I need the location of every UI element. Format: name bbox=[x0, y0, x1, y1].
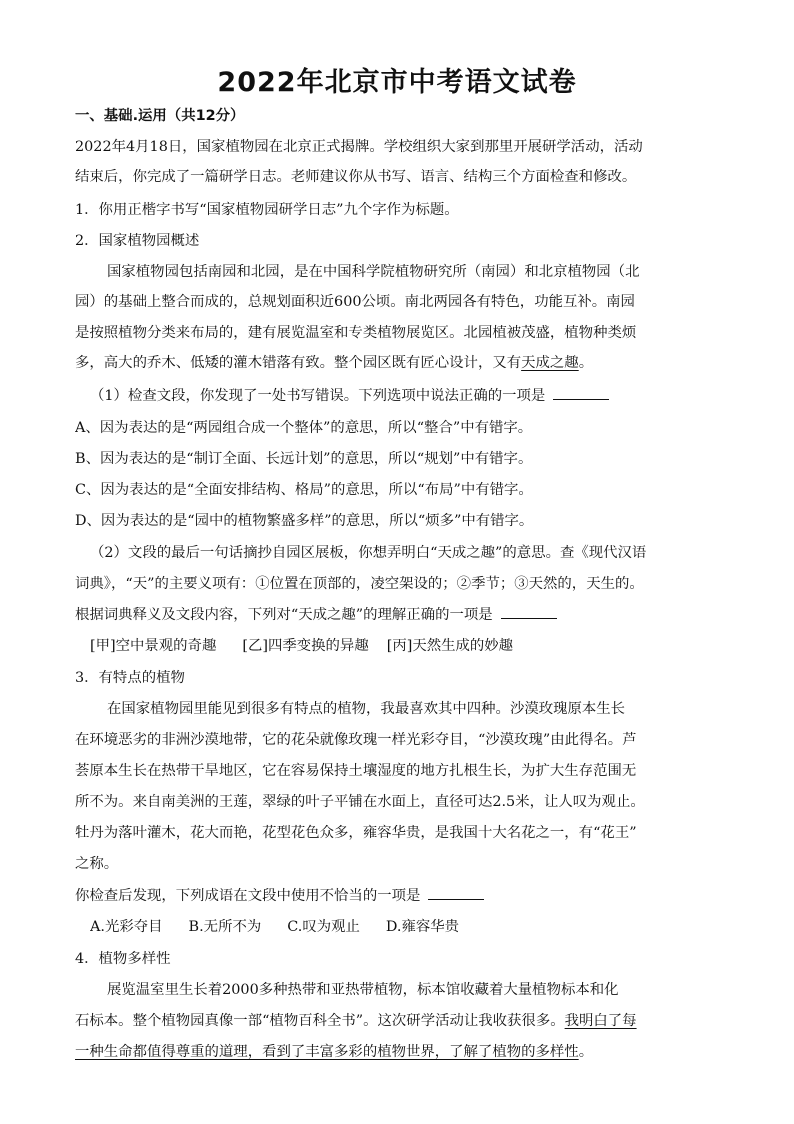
q2-sub-question-1 bbox=[90, 386, 740, 406]
q4-paragraph-line-3 bbox=[75, 1042, 725, 1062]
choice-yi: [乙]四季变换的异趣 bbox=[242, 638, 369, 654]
answer-blank[interactable] bbox=[428, 898, 484, 900]
q2-choices bbox=[90, 636, 740, 656]
answer-blank[interactable] bbox=[553, 398, 609, 400]
q3-paragraph-line-6: 之称。 bbox=[75, 856, 119, 872]
choice-jia: [甲]空中景观的奇趣 bbox=[90, 638, 217, 654]
q4-paragraph-line-1: 展览温室里生长着2000多种热带和亚热带植物，标本馆收藏着大量植物标本和化 bbox=[107, 982, 619, 998]
q2-paragraph-line-2: 园）的基础上整合而成的，总规划面积近600公顷。南北两园各有特色，功能互补。南园 bbox=[75, 294, 635, 310]
intro-line-1: 2022年4月18日，国家植物园在北京正式揭牌。学校组织大家到那里开展研学活动，活动 bbox=[75, 139, 643, 155]
question-3-heading: 3．有特点的植物 bbox=[75, 670, 185, 686]
q2-option-a: A、因为表达的是“两园组合成一个整体”的意思，所以“整合”中有错字。 bbox=[75, 420, 533, 436]
period: 。 bbox=[578, 1044, 594, 1060]
section-heading: 一、基础.运用（共12分） bbox=[75, 108, 245, 124]
page-title: 2022年北京市中考语文试卷 bbox=[217, 67, 577, 98]
q2-paragraph-line-4-text: 多，高大的乔木、低矮的灌木错落有致。整个园区既有匠心设计，又有 bbox=[75, 355, 522, 371]
q3-paragraph-line-2: 在环境恶劣的非洲沙漠地带，它的花朵就像玫瑰一样光彩夺目，“沙漠玫瑰”由此得名。芦 bbox=[75, 732, 637, 748]
q2-option-d: D、因为表达的是“园中的植物繁盛多样”的意思，所以“烦多”中有错字。 bbox=[75, 513, 534, 529]
q3-question-text: 你检查后发现，下列成语在文段中使用不恰当的一项是 bbox=[75, 888, 421, 904]
q2-option-b: B、因为表达的是“制订全面、长远计划”的意思，所以“规划”中有错字。 bbox=[75, 451, 533, 467]
q3-option-a: A.光彩夺目 bbox=[90, 919, 163, 935]
q3-paragraph-line-5: 牡丹为落叶灌木，花大而艳，花型花色众多，雍容华贵，是我国十大名花之一，有“花王” bbox=[75, 825, 637, 841]
choice-bing: [丙]天然生成的妙趣 bbox=[386, 638, 514, 654]
q3-paragraph-line-1: 在国家植物园里能见到很多有特点的植物，我最喜欢其中四种。沙漠玫瑰原本生长 bbox=[107, 701, 626, 717]
q3-option-b: B.无所不为 bbox=[188, 919, 262, 935]
q2-sub-question-2-line-1: （2）文段的最后一句话摘抄自园区展板，你想弄明白“天成之趣”的意思。查《现代汉语 bbox=[90, 545, 647, 561]
underlined-phrase: 天成之趣 bbox=[521, 355, 579, 371]
q3-question bbox=[75, 886, 725, 906]
underlined-sentence-start: 我明白了每 bbox=[564, 1013, 637, 1029]
q2-option-c: C、因为表达的是“全面安排结构、格局”的意思，所以“布局”中有错字。 bbox=[75, 482, 533, 498]
q4-paragraph-line-2 bbox=[75, 1011, 725, 1031]
q3-options bbox=[90, 917, 740, 937]
q2-paragraph-line-4 bbox=[75, 353, 725, 373]
question-4-heading: 4．植物多样性 bbox=[75, 951, 171, 967]
q2-sub-question-1-text: （1）检查文段，你发现了一处书写错误。下列选项中说法正确的一项是 bbox=[90, 388, 546, 404]
underlined-sentence-end: 一种生命都值得尊重的道理，看到了丰富多彩的植物世界，了解了植物的多样性 bbox=[75, 1044, 579, 1060]
q4-paragraph-line-2-text: 石标本。整个植物园真像一部“植物百科全书”。这次研学活动让我收获很多。 bbox=[75, 1013, 565, 1029]
period: 。 bbox=[578, 355, 594, 371]
q3-option-d: D.雍容华贵 bbox=[385, 919, 460, 935]
q2-paragraph-line-3: 是按照植物分类来布局的，建有展览温室和专类植物展览区。北园植被茂盛，植物种类烦 bbox=[75, 325, 637, 341]
q2-sub-question-2-line-3 bbox=[75, 605, 725, 625]
intro-line-2: 结束后，你完成了一篇研学日志。老师建议你从书写、语言、结构三个方面检查和修改。 bbox=[75, 169, 637, 185]
q2-sub-question-2-line-2: 词典》，“天”的主要义项有：①位置在顶部的，凌空架设的；②季节；③天然的，天生的。 bbox=[75, 576, 644, 592]
question-2-heading: 2．国家植物园概述 bbox=[75, 233, 200, 249]
q3-paragraph-line-4: 所不为。来自南美洲的王莲，翠绿的叶子平铺在水面上，直径可达2.5米，让人叹为观止。 bbox=[75, 794, 645, 810]
answer-blank[interactable] bbox=[501, 617, 557, 619]
q3-paragraph-line-3: 荟原本生长在热带干旱地区，它在容易保持土壤湿度的地方扎根生长，为扩大生存范围无 bbox=[75, 763, 637, 779]
question-1: 1．你用正楷字书写“国家植物园研学日志”九个字作为标题。 bbox=[75, 202, 459, 218]
q2-paragraph-line-1: 国家植物园包括南园和北园，是在中国科学院植物研究所（南园）和北京植物园（北 bbox=[107, 264, 640, 280]
q3-option-c: C.叹为观止 bbox=[287, 919, 360, 935]
q2-sub-question-2-line-3-text: 根据词典释义及文段内容，下列对“天成之趣”的理解正确的一项是 bbox=[75, 607, 493, 623]
